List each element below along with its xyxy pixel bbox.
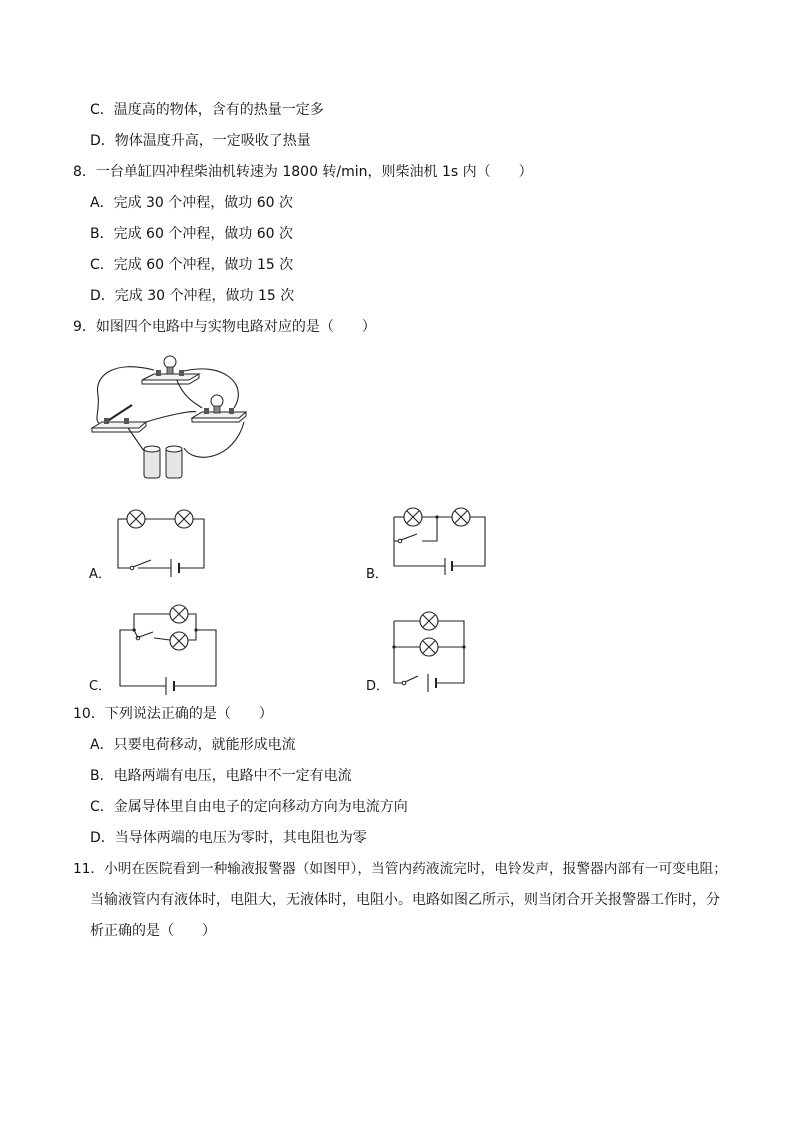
lamp-icon [127, 510, 145, 528]
q10-stem: 10．下列说法正确的是（ ） [73, 706, 273, 722]
q9-physical-circuit-figure [84, 350, 254, 490]
battery-icon [445, 558, 452, 575]
q9-option-b-label: B． [366, 567, 388, 582]
q11-stem-line-3: 析正确的是（ ） [90, 923, 216, 939]
battery-icon [171, 559, 179, 577]
lamp-icon [420, 638, 438, 656]
q11-stem-line-2: 当输液管内有液体时，电阻大，无液体时，电阻小。电路如图乙所示，则当闭合开关报警器工作时，分 [90, 892, 720, 908]
q8-option-d: D．完成 30 个冲程，做功 15 次 [90, 288, 295, 304]
q8-option-b: B．完成 60 个冲程，做功 60 次 [90, 226, 294, 242]
q9-circuit-d [390, 603, 470, 693]
q11-stem-line-1: 11．小明在医院看到一种输液报警器（如图甲），当管内药液流完时，电铃发声，报警器内部有一可变电阻； [73, 861, 727, 877]
switch-icon [398, 534, 417, 543]
q8-option-c: C．完成 60 个冲程，做功 15 次 [90, 257, 294, 273]
switch-board [92, 405, 146, 432]
q10-option-b: B．电路两端有电压，电路中不一定有电流 [90, 768, 352, 784]
q9-option-c-label: C． [89, 679, 112, 694]
lamp-icon [170, 632, 188, 650]
q9-option-a-label: A． [89, 567, 111, 582]
lamp-icon [420, 612, 438, 630]
lamp-icon [170, 605, 188, 623]
battery-icon [428, 674, 436, 692]
q10-option-d: D．当导体两端的电压为零时，其电阻也为零 [90, 830, 367, 846]
q8-option-a: A．完成 30 个冲程，做功 60 次 [90, 195, 294, 211]
q9-stem: 9．如图四个电路中与实物电路对应的是（ ） [73, 319, 376, 335]
q9-circuit-c [116, 600, 216, 695]
q8-stem: 8．一台单缸四冲程柴油机转速为 1800 转/min，则柴油机 1s 内（ ） [73, 164, 533, 180]
battery-icon [166, 677, 174, 695]
q7-option-d: D．物体温度升高，一定吸收了热量 [90, 133, 311, 149]
q9-circuit-a [114, 505, 209, 575]
q9-circuit-b [390, 503, 490, 573]
switch-icon [134, 630, 153, 640]
lamp-icon [452, 508, 470, 526]
q9-option-d-label: D． [366, 679, 390, 694]
switch-icon [402, 676, 418, 685]
q10-option-a: A．只要电荷移动，就能形成电流 [90, 737, 296, 753]
q10-option-c: C．金属导体里自由电子的定向移动方向为电流方向 [90, 799, 408, 815]
lamp-icon [404, 508, 422, 526]
q7-option-c: C．温度高的物体，含有的热量一定多 [90, 102, 324, 118]
battery-pair [144, 446, 182, 478]
lamp-icon [175, 510, 193, 528]
